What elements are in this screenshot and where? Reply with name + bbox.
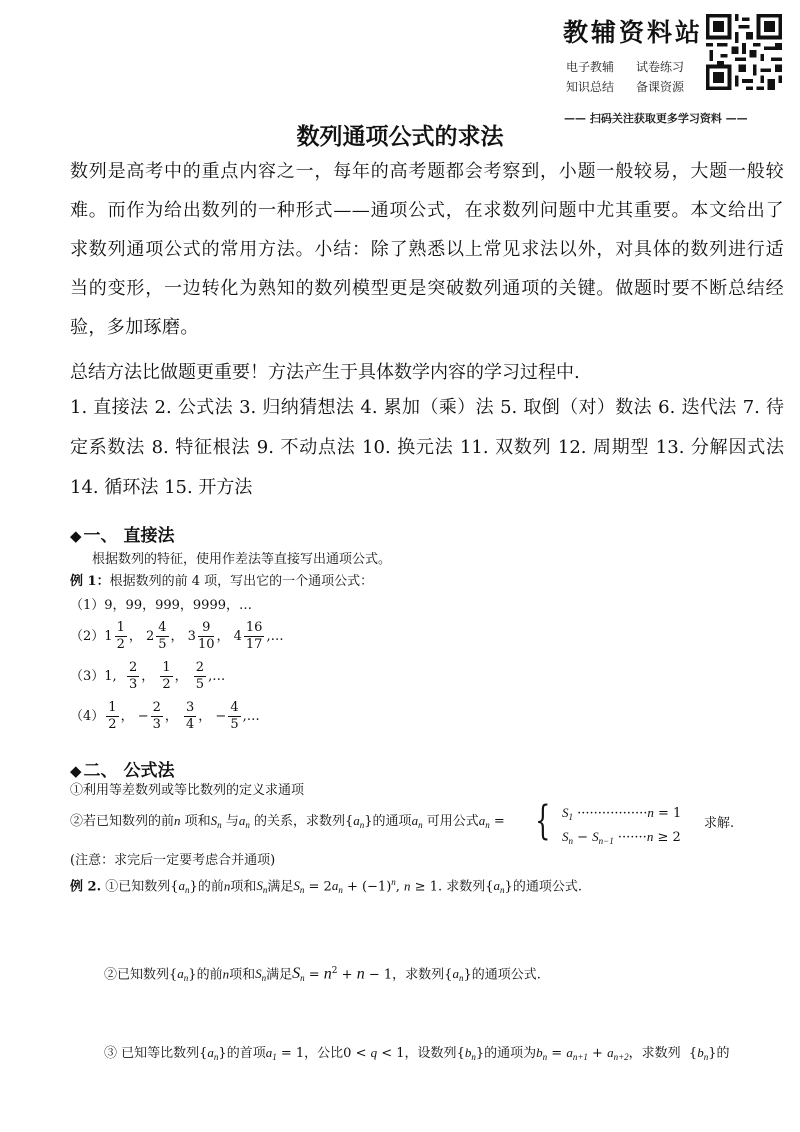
text-run: ，求数列 — [392, 967, 445, 983]
scan-tagline: —— 扫码关注获取更多学习资料 —— — [564, 112, 748, 125]
text-run: 的通项公式. — [512, 879, 582, 895]
text-run: 的前 — [197, 879, 224, 895]
example-1-item-4: （4） $\frac{1}{2}$ ， − $\frac{2}{3}$ ， $\frac{3}{4}$ ， − $\frac{4}{5}$ ,… — [70, 700, 260, 732]
section-2-line-2: ②若已知数列的前n 项和$S_n$ 与$a_n$ 的关系，求数列$\{a_n\}$的通项$a_n$ 可用公式$a_n$ = — [70, 813, 505, 830]
example-2-label: 例 2. — [70, 879, 102, 895]
item-2-label: （2） — [70, 629, 105, 644]
section-1-title: 一、 直接法 — [83, 526, 175, 546]
text-run: 满足 — [267, 879, 294, 895]
text-run: ，公比 — [304, 1046, 344, 1061]
formula-suffix: 求解. — [704, 816, 735, 831]
example-1-text: 根据数列的前 4 项，写出它的一个通项公式： — [109, 574, 374, 589]
section-2-heading — [70, 756, 174, 781]
page-title: 数列通项公式的求法 — [296, 124, 504, 150]
text-run: 项和 — [229, 967, 256, 983]
section-1-desc: 根据数列的特征，使用作差法等直接写出通项公式。 — [92, 552, 392, 567]
diamond-icon: ◆ — [70, 762, 82, 780]
text-run: . 求数列 — [437, 879, 486, 895]
section-2-line-1: ①利用等差数列或等比数列的定义求通项 — [70, 783, 305, 798]
piecewise-formula: { — [535, 798, 551, 844]
intro-paragraph: 数列是高考中的重点内容之一，每年的高考题都会考察到，小题一般较易，大题一般较难。而作为给出数列的一种形式——通项公式，在求数列问题中尤其重要。本文给出了求数列通项公式的常用方法。小结：除了熟悉以上常见求法以外，对具体的数列进行适当的变形，一边转化为熟知的数列模型更是突破数列通项的关键。做题时要不断总结经验，多加琢磨。 — [70, 161, 784, 338]
item-1-text: 9，99，999，9999，… — [104, 598, 252, 613]
text-run: 与 — [225, 814, 239, 829]
formula-case-1: $S_1 \cdot\cdot\cdot\cdot\cdot\cdot\cdot\cdot\cdot\cdot\cdot\cdot\cdot\cdot\cdot\cdot\cdot n = 1$ — [562, 805, 682, 822]
text-run: 的通项 — [372, 814, 412, 829]
text-run: ②已知数列 — [104, 967, 170, 983]
tag-resources: 备课资源 — [636, 80, 685, 94]
example-1-label: 例 1： — [70, 574, 110, 589]
methods-list: 1. 直接法 2. 公式法 3. 归纳猜想法 4. 累加（乘）法 5. 取倒（对）数法 6. 迭代法 7. 待定系数法 8. 特征根法 9. 不动点法 10. 换元法 11. 双数列 12. 周期型 13. 分解因式法 14. 循环法 15. 开方法 — [70, 397, 784, 498]
text-run: 项和 — [230, 879, 257, 895]
item-4-label: （4） — [70, 709, 105, 724]
diamond-icon: ◆ — [70, 527, 82, 545]
text-run: 的 — [716, 1046, 730, 1061]
text-run: 的关系，求数列 — [253, 814, 345, 829]
text-run: 项和 — [184, 814, 211, 829]
section-2-title: 二、 公式法 — [83, 761, 175, 781]
text-run: 可用公式 — [426, 814, 479, 829]
tag-knowledge: 知识总结 — [566, 80, 615, 94]
text-run: 满足 — [266, 967, 293, 983]
summary-line: 总结方法比做题更重要！方法产生于具体数学内容的学习过程中. — [70, 362, 580, 383]
text-run: 的首项 — [226, 1046, 266, 1061]
example-1-item-1 — [70, 597, 252, 615]
text-run: ③ 已知等比数列 — [104, 1046, 200, 1061]
qr-code-icon[interactable] — [706, 14, 782, 90]
tag-exam: 试卷练习 — [636, 60, 685, 74]
text-run: 的通项公式. — [471, 967, 541, 983]
example-1 — [70, 573, 373, 591]
text-run: ，设数列 — [404, 1046, 457, 1061]
example-2-part-1: 例 2. ①已知数列$\{a_n\}$的前n项和$S_n$满足$S_n = 2a_n + (-1)^n$, n ≥ 1. 求数列$\{a_n\}$的通项公式. — [70, 877, 582, 896]
text-run: 的前 — [196, 967, 223, 983]
section-1-heading — [70, 521, 174, 546]
item-1-label: （1） — [70, 598, 105, 613]
item-3-label: （3） — [70, 669, 105, 684]
section-2-note: (注意：求完后一定要考虑合并通项) — [70, 853, 276, 868]
formula-case-2: $S_n - S_{n-1} \cdot\cdot\cdot\cdot\cdot\cdot\cdot n \ge 2$ — [562, 829, 681, 846]
example-1-item-3: （3）1, $\frac{2}{3}$ ， $\frac{1}{2}$ ， $\frac{2}{5}$ ,… — [70, 660, 226, 692]
text-run: 的通项为 — [484, 1046, 537, 1061]
tag-ebook: 电子教辅 — [566, 60, 615, 74]
brand-title: 教辅资料站 — [563, 18, 704, 47]
example-1-item-2: （2）1 $\frac{1}{2}$ ， 2 $\frac{4}{5}$ ， 3 $\frac{9}{10}$ ， 4 $\frac{16}{17}$ ,… — [70, 620, 284, 652]
example-2-part-3: ③ 已知等比数列$\{a_n\}$的首项$a_1 = 1$，公比0 < q < 1，设数列$\{b_n\}$的通项为$b_n = a_{n+1} + a_{n+2}$，求数列 $\{b_n\}$的 — [104, 1045, 730, 1062]
text-run: ，求数列 — [628, 1046, 681, 1061]
text-run: ①已知数列 — [105, 879, 171, 895]
text-run: ②若已知数列的前 — [70, 814, 175, 829]
example-2-part-2: ②已知数列$\{a_n\}$的前n项和$S_n$满足$S_n = n^2 + n - 1$，求数列$\{a_n\}$的通项公式. — [104, 965, 541, 984]
